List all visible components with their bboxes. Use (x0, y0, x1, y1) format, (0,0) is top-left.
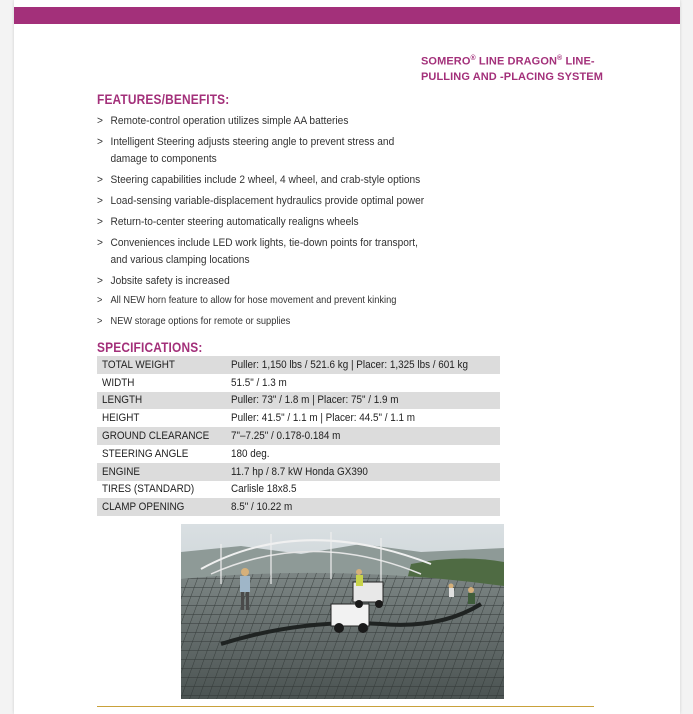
bullet-glyph: > (97, 275, 103, 287)
list-item (97, 134, 408, 168)
feature-text: Conveniences include LED work lights, tie-down points for transport, and various clamping locations (110, 237, 418, 266)
document-page (14, 0, 680, 714)
spec-value: Carlisle 18x8.5 (231, 483, 297, 496)
list-item (97, 172, 471, 189)
bullet-glyph: > (97, 237, 103, 249)
header-product: LINE DRAGON (475, 55, 558, 68)
footer-divider (97, 706, 594, 707)
spec-value: 8.5" / 10.22 m (226, 498, 499, 516)
header-title (421, 51, 621, 85)
features-list (97, 113, 457, 330)
table-row (97, 409, 500, 427)
spec-label: TOTAL WEIGHT (97, 356, 226, 374)
list-item (97, 113, 471, 130)
jobsite-photo (181, 524, 504, 699)
spec-label: CLAMP OPENING (97, 498, 226, 516)
spec-value: Puller: 73" / 1.8 m | Placer: 75" / 1.9 m (226, 392, 499, 410)
feature-text: Remote-control operation utilizes simple AA batteries (110, 115, 349, 127)
list-item (97, 273, 471, 290)
feature-text: Jobsite safety is increased (110, 275, 230, 287)
spec-value: Puller: 41.5" / 1.1 m | Placer: 44.5" / 1.1 m (231, 412, 416, 425)
header-brand: SOMERO (421, 55, 471, 68)
table-row (97, 463, 500, 481)
feature-text: NEW storage options for remote or supplies (110, 316, 291, 327)
list-item (97, 313, 471, 330)
top-color-bar (14, 7, 680, 24)
table-row (97, 374, 500, 392)
feature-text: Intelligent Steering adjusts steering angle to prevent stress and damage to components (110, 136, 395, 165)
feature-text: Load-sensing variable-displacement hydraulics provide optimal power (110, 195, 425, 207)
header-subtitle: PULLING AND -PLACING SYSTEM (421, 70, 603, 83)
list-item (97, 292, 471, 309)
list-item (97, 235, 426, 269)
bullet-glyph: > (97, 216, 103, 228)
specifications-table (97, 356, 500, 516)
list-item (97, 214, 471, 231)
features-heading: FEATURES/BENEFITS: (97, 91, 230, 107)
table-row (97, 481, 500, 499)
table-row (97, 445, 500, 463)
spec-value: 7"–7.25" / 0.178-0.184 m (226, 427, 499, 445)
registered-mark: ® (557, 55, 563, 62)
bullet-glyph: > (97, 295, 103, 306)
table-row (97, 392, 500, 410)
table-row (97, 498, 500, 516)
spec-label: LENGTH (97, 392, 226, 410)
bullet-glyph: > (97, 316, 103, 327)
registered-mark: ® (470, 55, 476, 62)
list-item (97, 193, 471, 210)
bullet-glyph: > (97, 195, 103, 207)
spec-value: Puller: 1,150 lbs / 521.6 kg | Placer: 1,325 lbs / 601 kg (226, 356, 499, 374)
feature-text: Steering capabilities include 2 wheel, 4 wheel, and crab-style options (110, 174, 421, 186)
bullet-glyph: > (97, 136, 103, 148)
spec-value: 11.7 hp / 8.7 kW Honda GX390 (226, 463, 499, 481)
spec-value: 51.5" / 1.3 m (231, 376, 287, 389)
specifications-heading: SPECIFICATIONS: (97, 339, 203, 355)
jobsite-photo-illustration (181, 524, 504, 699)
spec-value: 180 deg. (231, 447, 270, 460)
table-row (97, 427, 500, 445)
header-suffix: LINE- (562, 55, 595, 68)
spec-label: TIRES (STANDARD) (102, 483, 195, 496)
feature-text: All NEW horn feature to allow for hose movement and prevent kinking (110, 295, 397, 306)
spec-label: WIDTH (102, 376, 135, 389)
spec-label: ENGINE (97, 463, 226, 481)
spec-label: HEIGHT (102, 412, 140, 425)
spec-label: STEERING ANGLE (102, 447, 189, 460)
bullet-glyph: > (97, 115, 103, 127)
bullet-glyph: > (97, 174, 103, 186)
table-row (97, 356, 500, 374)
spec-label: GROUND CLEARANCE (97, 427, 226, 445)
feature-text: Return-to-center steering automatically realigns wheels (110, 216, 359, 228)
